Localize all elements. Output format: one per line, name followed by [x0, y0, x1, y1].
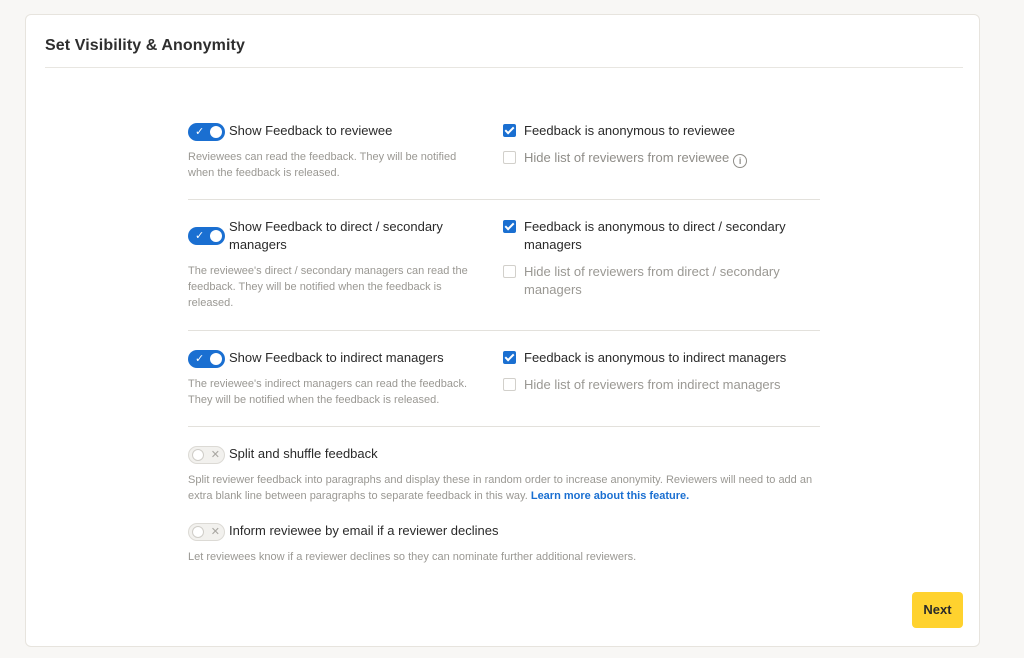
- indirect-managers-hide-reviewers-label: Hide list of reviewers from indirect managers: [524, 377, 781, 392]
- section-split-shuffle: [188, 445, 820, 505]
- inform-email-toggle[interactable]: [188, 523, 225, 541]
- toggle-knob: [210, 126, 222, 138]
- section-divider: [188, 330, 820, 331]
- reviewee-hide-reviewers-row: [524, 149, 814, 168]
- learn-more-link[interactable]: Learn more about this feature.: [530, 490, 690, 502]
- indirect-managers-anonymous-label: Feedback is anonymous to indirect managers: [524, 350, 787, 365]
- reviewee-hide-reviewers-label: Hide list of reviewers from reviewee: [524, 150, 730, 165]
- section-divider: [188, 426, 820, 427]
- direct-managers-anonymous-checkbox[interactable]: [503, 220, 516, 233]
- check-icon: ✓: [195, 126, 205, 138]
- toggle-knob: [192, 526, 204, 538]
- reviewee-anonymous-label: Feedback is anonymous to reviewee: [524, 123, 736, 138]
- split-shuffle-toggle[interactable]: [188, 446, 225, 464]
- visibility-card: [25, 14, 980, 647]
- inform-email-description: Let reviewees know if a reviewer declines so they can nominate further additional reviewers.: [188, 551, 637, 563]
- title-divider: [45, 67, 963, 68]
- indirect-managers-visibility-toggle[interactable]: [188, 350, 225, 368]
- indirect-managers-hide-reviewers-checkbox[interactable]: [503, 378, 516, 391]
- section-divider: [188, 199, 820, 200]
- direct-managers-visibility-label: Show Feedback to direct / secondary managers: [229, 219, 443, 252]
- check-icon: ✓: [195, 230, 205, 242]
- direct-managers-visibility-description: The reviewee's direct / secondary managers can read the feedback. They will be notified when the feedback is released.: [188, 265, 468, 309]
- indirect-managers-anonymous-checkbox[interactable]: [503, 351, 516, 364]
- next-button[interactable]: Next: [912, 592, 963, 628]
- inform-email-label: Inform reviewee by email if a reviewer declines: [229, 523, 499, 538]
- direct-managers-visibility-toggle[interactable]: [188, 227, 225, 245]
- reviewee-visibility-description: Reviewees can read the feedback. They will be notified when the feedback is released.: [188, 151, 457, 179]
- section-direct-managers: [188, 217, 820, 317]
- indirect-managers-visibility-label: Show Feedback to indirect managers: [229, 350, 444, 365]
- direct-managers-hide-reviewers-checkbox[interactable]: [503, 265, 516, 278]
- toggle-knob: [210, 230, 222, 242]
- reviewee-visibility-label: Show Feedback to reviewee: [229, 123, 393, 138]
- check-icon: ✓: [195, 353, 205, 365]
- indirect-managers-visibility-description: The reviewee's indirect managers can read the feedback. They will be notified when the feedback is released.: [188, 378, 468, 406]
- toggle-knob: [192, 449, 204, 461]
- card-title: Set Visibility & Anonymity: [45, 37, 245, 54]
- reviewee-visibility-toggle[interactable]: [188, 123, 225, 141]
- toggle-knob: [210, 353, 222, 365]
- split-shuffle-description-text: Split reviewer feedback into paragraphs and display these in random order to increase anonymity. Reviewers will need to add an extra blank line between paragraphs to separate feedback in this way.: [188, 474, 813, 502]
- direct-managers-hide-reviewers-label: Hide list of reviewers from direct / secondary managers: [524, 264, 780, 297]
- info-icon[interactable]: i: [733, 154, 747, 168]
- direct-managers-anonymous-label: Feedback is anonymous to direct / secondary managers: [524, 219, 786, 252]
- section-inform-email: [188, 522, 820, 562]
- close-icon: ✕: [210, 526, 220, 538]
- split-shuffle-label: Split and shuffle feedback: [229, 446, 378, 461]
- section-indirect-managers: [188, 348, 820, 418]
- section-reviewee: [188, 121, 820, 191]
- reviewee-anonymous-checkbox[interactable]: [503, 124, 516, 137]
- split-shuffle-description: [188, 472, 818, 504]
- reviewee-hide-reviewers-checkbox[interactable]: [503, 151, 516, 164]
- close-icon: ✕: [210, 449, 220, 461]
